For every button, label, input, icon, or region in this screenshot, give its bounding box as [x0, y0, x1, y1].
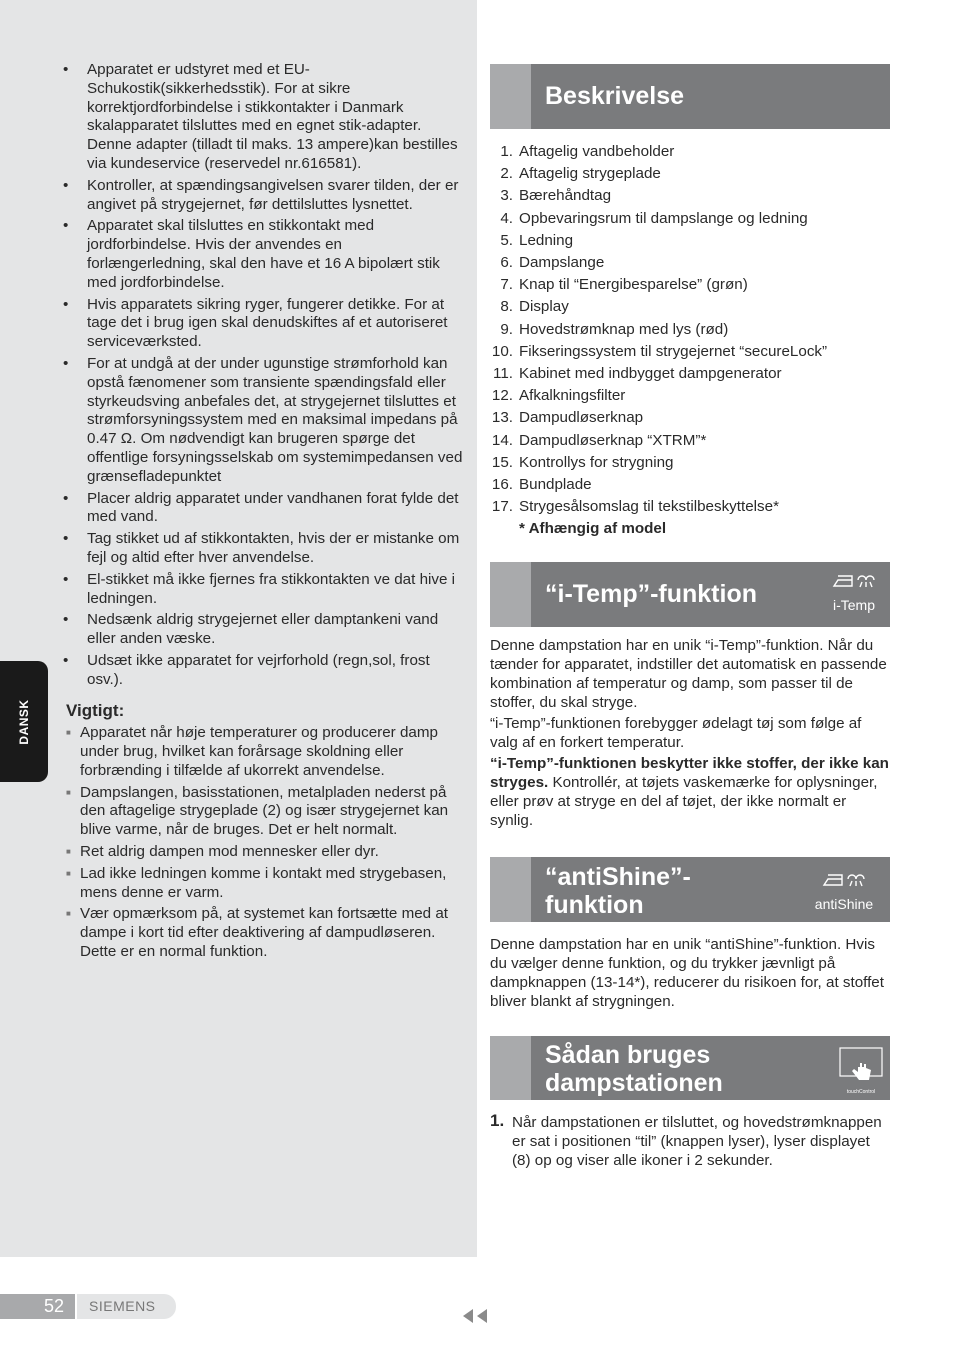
safety-instructions [60, 61, 464, 965]
parts-item-text: Kabinet med indbygget dampgenerator [519, 365, 782, 383]
section-title: Beskrivelse [545, 82, 685, 110]
section-title [545, 1041, 723, 1097]
antishine-body [490, 935, 892, 1013]
section-header-itemp [490, 562, 890, 627]
important-item: ■ Apparatet når høje temperaturer og producerer damp under brug, hvilket kan forårsage skoldning eller forbrænding i tilfælde af ukorrekt anvendelse. [60, 724, 464, 780]
itemp-body [490, 636, 892, 832]
parts-item-number: 4. [500, 209, 513, 227]
parts-list-item [490, 319, 892, 341]
parts-list-item [490, 496, 892, 518]
parts-item-number: 12. [491, 387, 513, 405]
previous-page-arrows-icon[interactable] [462, 1308, 490, 1329]
important-item: ■ Vær opmærksom på, at systemet kan fortsætte med at dampe i kort tid efter deaktivering af dampudløseren. Dette er en normal funktion. [60, 905, 464, 961]
touch-control-icon [838, 1046, 884, 1095]
parts-item-text: Aftagelig vandbeholder [519, 143, 675, 160]
parts-item-text: Fikseringssystem til strygejernet “secureLock” [519, 342, 828, 360]
parts-item-number: 7. [500, 276, 513, 294]
section-title-line-1: Sådan bruges [545, 1041, 711, 1069]
language-tab-label: DANSK [17, 698, 31, 745]
parts-item-text: Bundplade [519, 476, 592, 494]
parts-list-item [490, 385, 892, 407]
parts-item-text: Hovedstrømknap med lys (rød) [519, 320, 729, 338]
antishine-paragraph: Denne dampstation har en unik “antiShine”-funktion. Hvis du vælger denne funktion, og du trykker jævnligt på dampknappen (13-14*), reducerer du risikoen for, at stoffet bliver blankt af strygningen. [490, 936, 884, 1010]
parts-item-number: 15. [491, 453, 513, 471]
section-header-usage [490, 1036, 890, 1100]
safety-bullet-item: • Placer aldrig apparatet under vandhanen forat fylde det med vand. [60, 490, 464, 528]
parts-item-number: 8. [500, 298, 513, 316]
section-title [545, 863, 691, 919]
step-text: Når dampstationen er tilsluttet, og hovedstrømknappen er sat i positionen “til” (knappen lyser), lyser displayet (8) op og viser alle ikoner i 2 sekunder. [512, 1114, 882, 1169]
parts-item-text: Afkalkningsfilter [519, 387, 626, 405]
parts-item-text: Ledning [519, 231, 574, 249]
section-title: “i-Temp”-funktion [545, 580, 757, 608]
parts-list-item [490, 363, 892, 385]
parts-list-item [490, 407, 892, 429]
parts-item-number: 14. [491, 431, 513, 449]
itemp-paragraph-2: “i-Temp”-funktionen forebygger ødelagt tøj som følge af valg af en forkert temperatur. [490, 715, 862, 751]
safety-bullet-item: • Nedsænk aldrig strygejernet eller damptankeni vand eller anden væske. [60, 611, 464, 649]
page-number: 52 [0, 1294, 75, 1319]
parts-list-item [490, 474, 892, 496]
parts-list-item [490, 341, 892, 363]
parts-item-number: 17. [491, 498, 513, 516]
important-item: ■ Lad ikke ledningen komme i kontakt med strygebasen, mens denne er varm. [60, 865, 464, 903]
safety-bullet-item: • Kontroller, at spændingsangivelsen svarer tilden, der er angivet på strygejernet, før dettilsluttes lysnettet. [60, 177, 464, 215]
section-title-line-2: funktion [545, 891, 644, 919]
parts-item-number: 16. [491, 476, 513, 494]
parts-item-text: Opbevaringsrum til dampslange og ledning [519, 209, 808, 227]
itemp-warning-rest: Kontrollér, at tøjets vaskemærke for oplysninger, eller prøv at stryge en del af tøjet, der ikke normalt er synlig. [490, 774, 878, 829]
parts-list-item [490, 252, 892, 274]
safety-bullet-item: • Apparatet skal tilsluttes en stikkontakt med jordforbindelse. Hvis der anvendes en forlængerledning, skal den have et 16 A bipolært stik med jordforbindelse. [60, 217, 464, 292]
parts-list [490, 141, 892, 518]
touch-control-label: touchControl [846, 1089, 876, 1095]
parts-list-item [490, 208, 892, 230]
itemp-paragraph-3 [490, 754, 892, 830]
parts-item-text: Kontrollys for strygning [519, 453, 674, 471]
parts-list-item [490, 185, 892, 207]
important-item: ■ Dampslangen, basisstationen, metalpladen nederst på den aftagelige strygeplade (2) og især strygejernet kan blive varme, når de bruges. Det er helt normalt. [60, 784, 464, 840]
safety-bullet-item: • For at undgå at der under ugunstige strømforhold kan opstå fænomener som transiente spændingsfald eller styrkeudsving anbefales det, at strygejernet tilsluttes et strømforsyningssystem med en maksimal impedans på 0.47 Ω. Om nødvendigt kan brugeren spørge det offentlige forsyningsselskab om systemimpedansen ved grænsefladepunktet [60, 355, 464, 487]
parts-item-text: Dampudløserknap “XTRM”* [519, 431, 707, 449]
parts-list-item [490, 141, 892, 163]
parts-item-text: Aftagelig strygeplade [519, 165, 661, 183]
parts-item-number: 3. [500, 187, 513, 205]
antishine-icon-label: antiShine [814, 896, 874, 912]
parts-description [490, 141, 892, 540]
safety-bullet-item: • Apparatet er udstyret med et EU-Schukostik(sikkerhedsstik). For at sikre korrektjordforbindelse i stikkontakter i Danmark skalapparatet tilsluttes med en egnet stik-adapter. Denne adapter (tilladt til maks. 13 ampere)kan bestilles via kundeservice (reservedel nr.616581). [60, 61, 464, 174]
parts-list-item [490, 230, 892, 252]
safety-bullet-item: • Hvis apparatets sikring ryger, fungerer detikke. For at tage det i brug igen skal denudskiftes af et autoriseret serviceværksted. [60, 296, 464, 352]
parts-list-item [490, 452, 892, 474]
model-note: * Afhængig af model [519, 520, 667, 538]
parts-item-number: 10. [491, 342, 513, 360]
section-header-beskrivelse [490, 64, 890, 129]
parts-item-number: 6. [500, 254, 513, 272]
important-heading: Vigtigt: [66, 700, 125, 720]
safety-bullet-item: • Tag stikket ud af stikkontakten, hvis der er mistanke om fejl og altid efter hver anvendelse. [60, 530, 464, 568]
itemp-icon [824, 572, 884, 613]
parts-item-number: 1. [500, 143, 513, 160]
antishine-icon [804, 871, 884, 912]
parts-item-number: 5. [500, 231, 513, 249]
safety-bullet-item: • El-stikket må ikke fjernes fra stikkontakten ve dat hive i ledningen. [60, 571, 464, 609]
parts-list-item [490, 163, 892, 185]
parts-item-number: 11. [493, 365, 513, 383]
section-title-line-2: dampstationen [545, 1069, 723, 1097]
important-item: ■ Ret aldrig dampen mod mennesker eller dyr. [60, 843, 464, 862]
important-list [60, 724, 464, 962]
safety-bullet-list [60, 61, 464, 690]
parts-item-text: Dampudløserknap [519, 409, 644, 427]
parts-item-text: Bærehåndtag [519, 187, 612, 205]
parts-item-number: 13. [491, 409, 513, 427]
step-number: 1. [490, 1111, 505, 1130]
section-title-line-1: “antiShine”- [545, 863, 691, 891]
parts-item-text: Display [519, 298, 569, 316]
parts-item-text: Dampslange [519, 254, 605, 272]
parts-list-item [490, 274, 892, 296]
parts-list-item [490, 296, 892, 318]
safety-bullet-item: • Udsæt ikke apparatet for vejrforhold (regn,sol, frost osv.). [60, 652, 464, 690]
parts-item-number: 2. [500, 165, 513, 183]
brand-name: SIEMENS [77, 1294, 176, 1319]
itemp-warning: “i-Temp”-funktionen beskytter ikke stoffer, der ikke kan stryges. [490, 755, 889, 791]
language-tab [0, 661, 48, 782]
itemp-icon-label: i-Temp [832, 597, 875, 613]
parts-item-text: Knap til “Energibesparelse” (grøn) [519, 276, 748, 294]
usage-step-1 [490, 1113, 892, 1170]
parts-item-number: 9. [500, 320, 513, 338]
parts-list-item [490, 430, 892, 452]
parts-item-text: Strygesålsomslag til tekstilbeskyttelse* [519, 498, 779, 516]
itemp-paragraph-1: Denne dampstation har en unik “i-Temp”-funktion. Når du tænder for apparatet, indstiller det automatisk en passende kombination af temperatur og damp, som passer til de stoffer, du skal stryge. [490, 637, 887, 711]
section-header-antishine [490, 857, 890, 922]
usage-body [490, 1113, 892, 1170]
